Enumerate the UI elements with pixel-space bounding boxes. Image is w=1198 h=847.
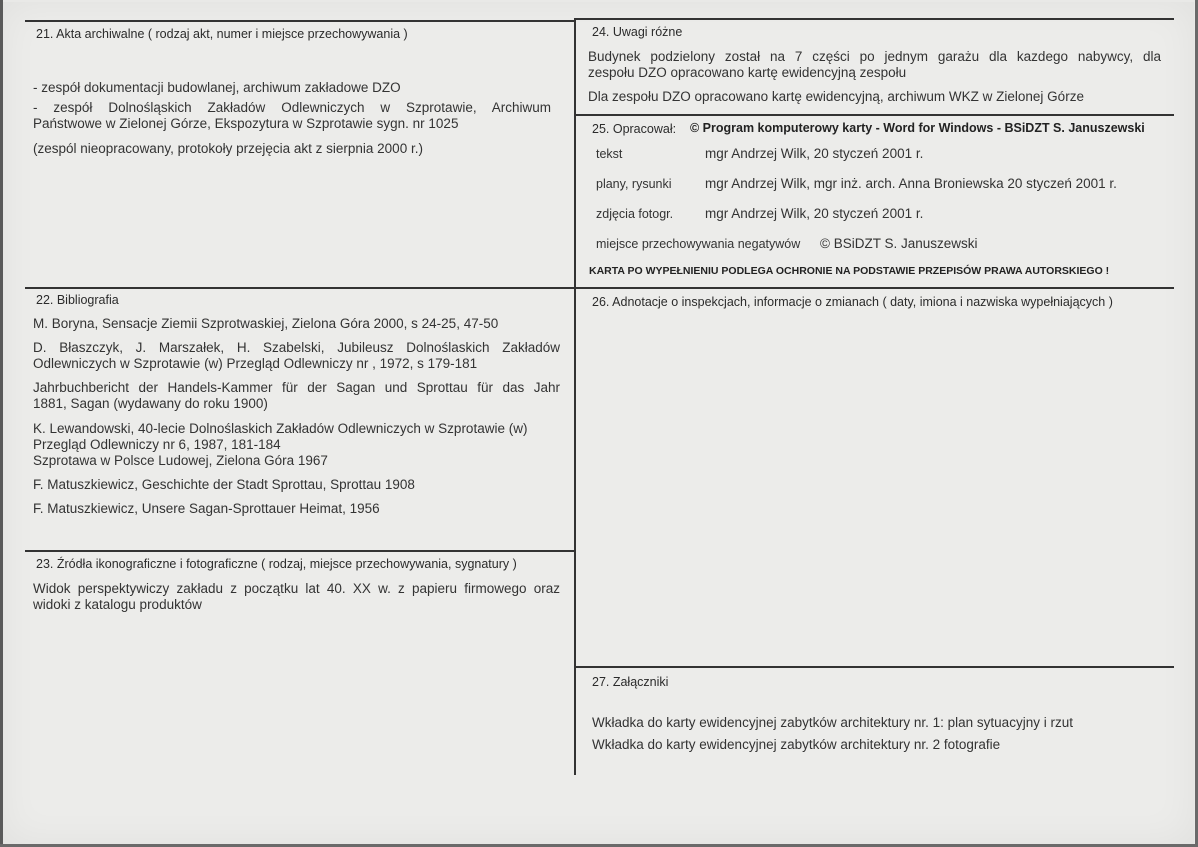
- bibliography-entry-4-line-2: Przegląd Odlewniczy nr 6, 1987, 181-184: [33, 437, 281, 452]
- section21-line-4: (zespól nieopracowany, protokoły przejęcia akt z sierpnia 2000 r.): [33, 141, 423, 156]
- bibliography-entry-1: M. Boryna, Sensacje Ziemii Szprotwaskiej, Zielona Góra 2000, s 24-25, 47-50: [33, 316, 499, 331]
- section23-header: 23. Źródła ikonograficzne i fotograficzne ( rodzaj, miejsce przechowywania, sygnatury ): [36, 557, 517, 571]
- section25-program-credit: © Program komputerowy karty - Word for Windows - BSiDZT S. Januszewski: [690, 121, 1145, 135]
- section24-line-3: Dla zespołu DZO opracowano kartę ewidencyjną, archiwum WKZ w Zielonej Górze: [588, 89, 1084, 104]
- column-divider: [574, 18, 576, 775]
- section21-line-1: - zespół dokumentacji budowlanej, archiwum zakładowe DZO: [33, 80, 401, 95]
- section24-header: 24. Uwagi różne: [592, 25, 683, 39]
- section25-top-rule: [576, 114, 1174, 116]
- author-value-text: mgr Andrzej Wilk, 20 styczeń 2001 r.: [705, 146, 924, 161]
- author-label-photos: zdjęcia fotogr.: [596, 207, 674, 221]
- author-value-photos: mgr Andrzej Wilk, 20 styczeń 2001 r.: [705, 206, 924, 221]
- section26-header: 26. Adnotacje o inspekcjach, informacje o zmianach ( daty, imiona i nazwiska wypełniających ): [592, 295, 1113, 309]
- bibliography-entry-3-line-1: Jahrbuchbericht der Handels-Kammer für der Sagan und Sprottau für das Jahr: [33, 380, 560, 395]
- section23-line-1: Widok perspektywiczy zakładu z początku lat 40. XX w. z papieru firmowego oraz: [33, 581, 560, 596]
- bibliography-entry-2-line-2: Odlewniczych w Szprotawie (w) Przegląd Odlewniczy nr , 1972, s 179-181: [33, 356, 478, 371]
- attachment-1: Wkładka do karty ewidencyjnej zabytków architektury nr. 1: plan sytuacyjny i rzut: [592, 715, 1073, 730]
- section25-header-label: 25. Opracował:: [592, 122, 677, 136]
- negatives-label: miejsce przechowywania negatywów: [596, 237, 801, 251]
- section21-top-rule: [25, 20, 575, 22]
- section21-header: 21. Akta archiwalne ( rodzaj akt, numer i miejsce przechowywania ): [36, 27, 408, 41]
- bibliography-entry-6: F. Matuszkiewicz, Geschichte der Stadt Sprottau, Sprottau 1908: [33, 477, 415, 492]
- author-value-plans: mgr Andrzej Wilk, mgr inż. arch. Anna Broniewska 20 styczeń 2001 r.: [705, 176, 1117, 191]
- section24-line-2: zespołu DZO opracowano kartę ewidencyjną zespołu: [588, 65, 907, 80]
- scan-edge-left: [0, 0, 3, 847]
- bibliography-entry-7: F. Matuszkiewicz, Unsere Sagan-Sprottauer Heimat, 1956: [33, 501, 380, 516]
- section24-line-1: Budynek podzielony został na 7 części po jednym garażu dla kazdego nabywcy, dla: [588, 49, 1161, 64]
- section23-top-rule: [25, 550, 575, 552]
- section21-line-3: Państwowe w Zielonej Górze, Ekspozytura w Szprotawie sygn. nr 1025: [33, 116, 459, 131]
- section21-line-2: - zespół Dolnośląskich Zakładów Odlewniczych w Szprotawie, Archiwum: [33, 100, 551, 115]
- bibliography-entry-2-line-1: D. Błaszczyk, J. Marszałek, H. Szabelski, Jubileusz Dolnoślaskich Zakładów: [33, 340, 560, 355]
- copyright-notice: KARTA PO WYPEŁNIENIU PODLEGA OCHRONIE NA PODSTAWIE PRZEPISÓW PRAWA AUTORSKIEGO !: [589, 265, 1110, 277]
- section22-header: 22. Bibliografia: [36, 293, 119, 307]
- section27-top-rule: [576, 666, 1174, 668]
- section22-top-rule: [25, 287, 575, 289]
- section26-top-rule: [576, 287, 1174, 289]
- section27-header: 27. Załączniki: [592, 675, 669, 689]
- author-label-plans: plany, rysunki: [596, 177, 672, 191]
- bibliography-entry-4-line-1: K. Lewandowski, 40-lecie Dolnoślaskich Zakładów Odlewniczych w Szprotawie (w): [33, 421, 528, 436]
- author-label-text: tekst: [596, 147, 623, 161]
- section24-top-rule: [576, 18, 1174, 20]
- section23-line-2: widoki z katalogu produktów: [33, 597, 202, 612]
- bibliography-entry-5: Szprotawa w Polsce Ludowej, Zielona Góra 1967: [33, 453, 328, 468]
- negatives-value: © BSiDZT S. Januszewski: [820, 236, 978, 251]
- bibliography-entry-3-line-2: 1881, Sagan (wydawany do roku 1900): [33, 396, 268, 411]
- attachment-2: Wkładka do karty ewidencyjnej zabytków architektury nr. 2 fotografie: [592, 737, 1001, 752]
